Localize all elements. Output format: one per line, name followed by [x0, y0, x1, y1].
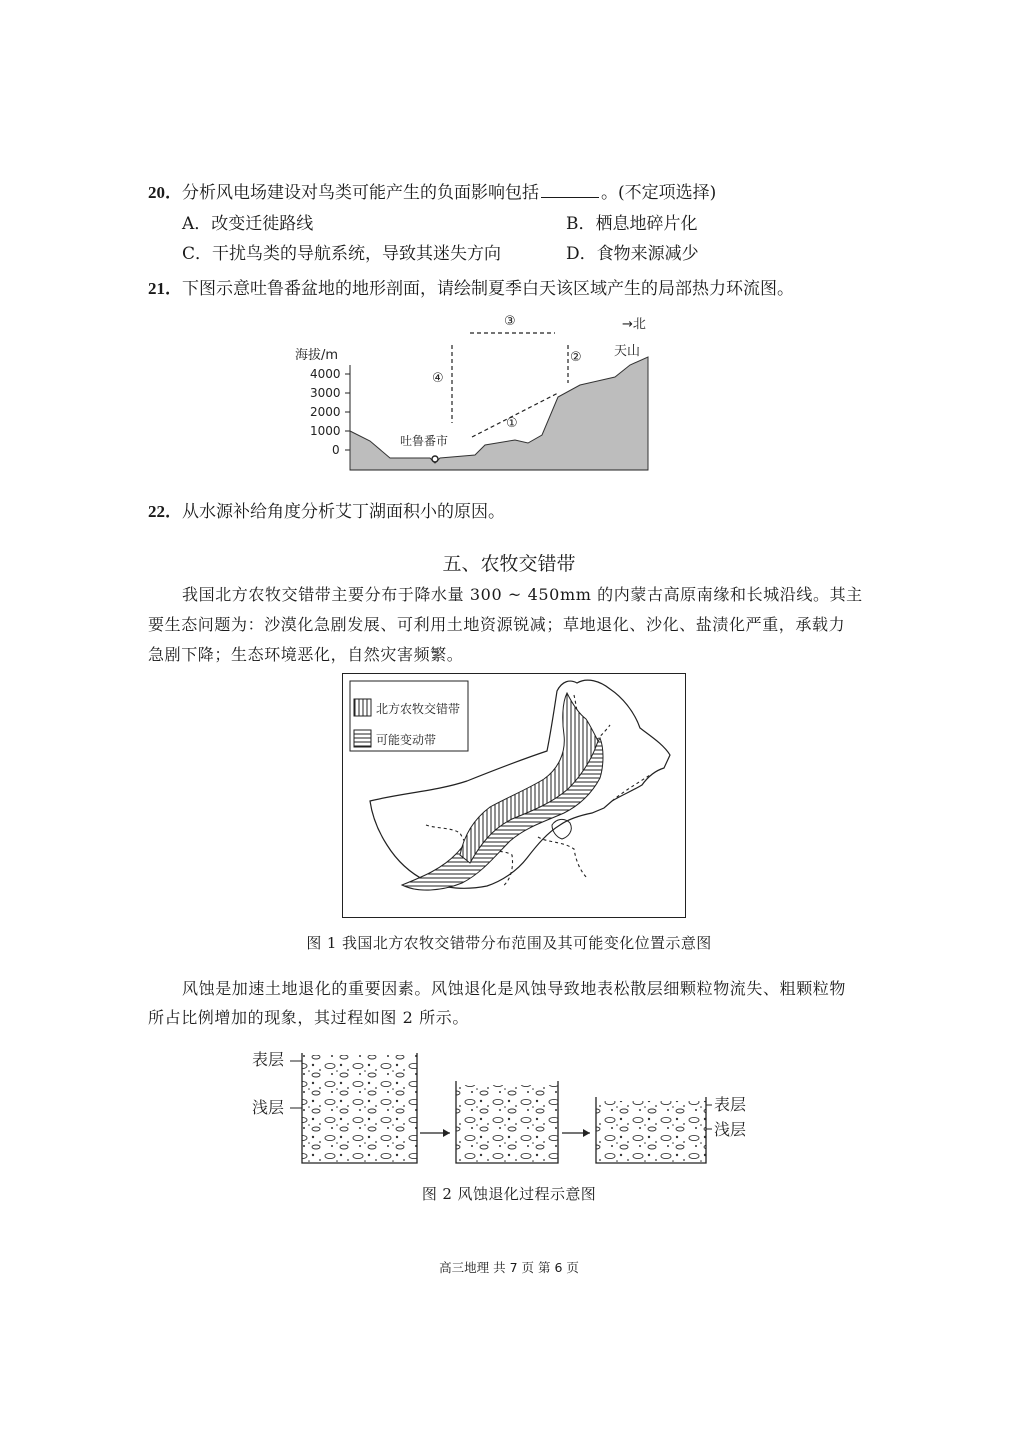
figure-1-caption: 图 1 我国北方农牧交错带分布范围及其可能变化位置示意图: [306, 934, 712, 952]
question-text: 分析风电场建设对鸟类可能产生的负面影响包括: [182, 183, 539, 203]
legend-label-variable-zone: 可能变动带: [376, 733, 437, 747]
city-label: 吐鲁番市: [400, 434, 449, 448]
y-tick-label: 4000: [310, 367, 341, 381]
marker-3: ③: [504, 314, 516, 329]
question-21-stem: [148, 274, 794, 299]
mountain-label: 天山: [614, 344, 641, 359]
para2-line-2: 所占比例增加的现象，其过程如图 2 所示。: [148, 1008, 469, 1027]
wind-erosion-figure: [240, 1043, 770, 1173]
legend-swatch-horizontal: [354, 730, 371, 747]
question-text: 下图示意吐鲁番盆地的地形剖面，请绘制夏季白天该区域产生的局部热力环流图。: [182, 279, 794, 299]
figure-2-caption: 图 2 风蚀退化过程示意图: [421, 1185, 597, 1203]
question-22-stem: [148, 497, 505, 522]
terrain-profile-shape: [350, 357, 648, 470]
para2-line-1: 风蚀是加速土地退化的重要因素。风蚀退化是风蚀导致地表松散层细颗粒物流失、粗颗粒物: [182, 979, 847, 998]
city-marker: [432, 456, 438, 462]
question-20-stem: [148, 178, 716, 203]
y-tick-label: 1000: [310, 424, 341, 438]
marker-2: ②: [570, 350, 582, 365]
y-tick-label: 3000: [310, 386, 341, 400]
fig2-label-shallow-left: 浅层: [252, 1098, 285, 1117]
legend-label-agro-pastoral: 北方农牧交错带: [376, 702, 461, 716]
soil-column-2: [456, 1085, 558, 1163]
soil-column-1: [302, 1055, 417, 1163]
terrain-profile-figure: [280, 305, 680, 480]
north-arrow-label: →北: [622, 317, 646, 332]
answer-blank[interactable]: [541, 182, 599, 198]
soil-column-3: [596, 1101, 706, 1163]
fig2-label-surface-right: 表层: [714, 1095, 747, 1114]
legend-swatch-vertical: [354, 699, 371, 716]
marker-1: ①: [506, 416, 518, 431]
intro-line-2: 要生态问题为：沙漠化急剧发展、可利用土地资源锐减；草地退化、沙化、盐渍化严重，承载力: [148, 615, 846, 634]
fig2-label-shallow-right: 浅层: [714, 1120, 747, 1139]
option-d: D．食物来源减少: [566, 244, 699, 264]
option-c: C．干扰鸟类的导航系统，导致其迷失方向: [182, 244, 502, 264]
intro-line-1: 我国北方农牧交错带主要分布于降水量 300 ~ 450mm 的内蒙古高原南缘和长城沿线。其主: [182, 585, 863, 604]
fig2-label-surface-left: 表层: [252, 1050, 285, 1069]
section-title: 五、农牧交错带: [442, 553, 576, 575]
marker-4: ④: [432, 371, 444, 386]
question-text-suffix: 。(不定项选择): [601, 183, 717, 203]
page-footer: 高三地理 共 7 页 第 6 页: [439, 1260, 579, 1275]
option-b: B．栖息地碎片化: [566, 214, 698, 234]
intro-line-3: 急剧下降；生态环境恶化，自然灾害频繁。: [148, 645, 464, 664]
question-number: 20．: [148, 183, 182, 202]
question-text: 从水源补给角度分析艾丁湖面积小的原因。: [182, 502, 505, 522]
option-a: A．改变迁徙路线: [182, 214, 314, 234]
agro-pastoral-map: [342, 673, 686, 918]
question-number: 21．: [148, 279, 182, 298]
y-tick-label: 2000: [310, 405, 341, 419]
question-number: 22．: [148, 502, 182, 521]
y-axis-label: 海拔/m: [295, 348, 339, 363]
y-tick-label: 0: [332, 443, 340, 457]
